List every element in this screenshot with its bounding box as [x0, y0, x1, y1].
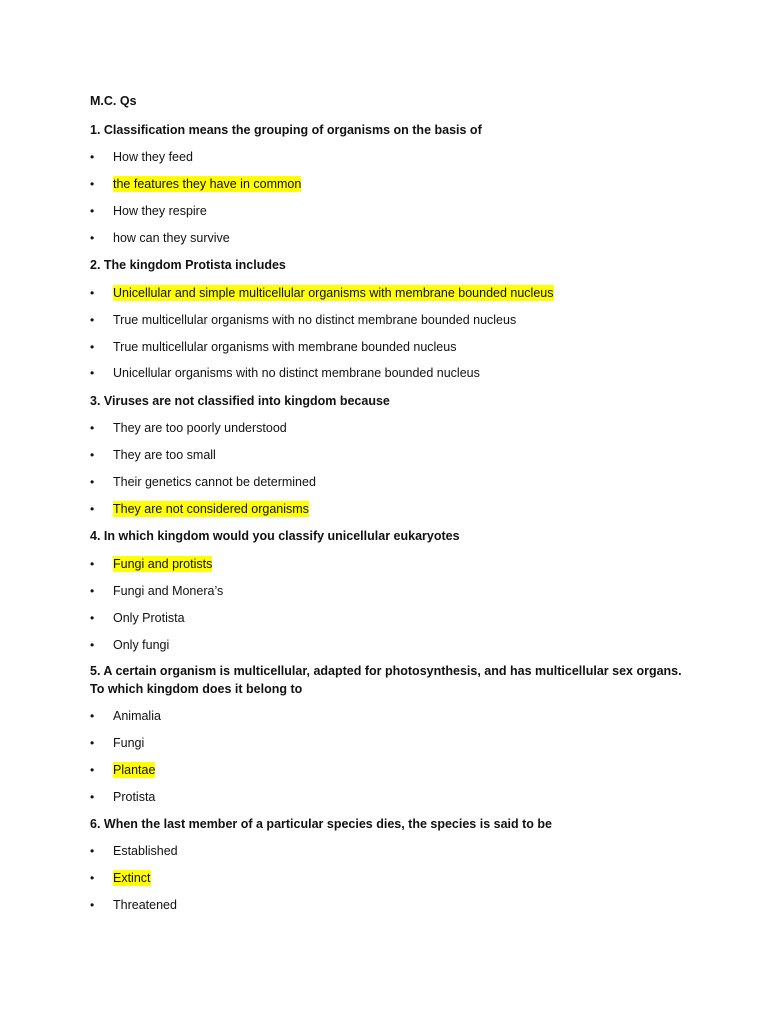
question-1: 1. Classification means the grouping of organisms on the basis of [90, 123, 482, 137]
option-text: Only fungi [113, 638, 170, 652]
option-text: Established [113, 844, 178, 858]
option-3b [90, 446, 216, 464]
option-text: How they respire [113, 204, 207, 218]
bullet-icon: • [90, 231, 95, 245]
option-text-highlighted: Extinct [113, 871, 151, 885]
option-4c [90, 609, 185, 627]
bullet-icon: • [90, 638, 95, 652]
option-text: Fungi and Monera’s [113, 584, 224, 598]
option-6a [90, 842, 178, 860]
option-5c [90, 761, 155, 779]
option-text-highlighted: the features they have in common [113, 177, 302, 191]
option-text: They are too small [113, 448, 216, 462]
option-text-highlighted: Fungi and protists [113, 557, 213, 571]
option-2a [90, 284, 554, 302]
option-5a [90, 707, 161, 725]
option-text-highlighted: They are not considered organisms [113, 502, 309, 516]
bullet-icon: • [90, 871, 95, 885]
option-5b [90, 734, 144, 752]
option-1c [90, 202, 207, 220]
question-5: 5. A certain organism is multicellular, adapted for photosynthesis, and has multicellular sex organs. To which kingdom does it belong to [90, 664, 682, 696]
option-3c [90, 473, 316, 491]
option-2b [90, 311, 516, 329]
bullet-icon: • [90, 340, 95, 354]
bullet-icon: • [90, 736, 95, 750]
bullet-icon: • [90, 790, 95, 804]
option-text: Their genetics cannot be determined [113, 475, 316, 489]
bullet-icon: • [90, 475, 95, 489]
bullet-icon: • [90, 502, 95, 516]
option-text: Protista [113, 790, 156, 804]
option-2d [90, 364, 480, 382]
bullet-icon: • [90, 557, 95, 571]
question-2: 2. The kingdom Protista includes [90, 258, 286, 272]
question-4: 4. In which kingdom would you classify unicellular eukaryotes [90, 529, 460, 543]
option-text: True multicellular organisms with no distinct membrane bounded nucleus [113, 313, 517, 327]
bullet-icon: • [90, 611, 95, 625]
option-4b [90, 582, 223, 600]
bullet-icon: • [90, 177, 95, 191]
bullet-icon: • [90, 313, 95, 327]
option-text: Animalia [113, 709, 161, 723]
option-text: True multicellular organisms with membrane bounded nucleus [113, 340, 457, 354]
option-text: Unicellular organisms with no distinct membrane bounded nucleus [113, 366, 480, 380]
option-3a [90, 419, 287, 437]
option-text: how can they survive [113, 231, 230, 245]
option-text-highlighted: Unicellular and simple multicellular organisms with membrane bounded nucleus [113, 286, 554, 300]
option-text: Fungi [113, 736, 145, 750]
question-6: 6. When the last member of a particular species dies, the species is said to be [90, 817, 552, 831]
bullet-icon: • [90, 709, 95, 723]
option-1d [90, 229, 230, 247]
option-text: Only Protista [113, 611, 185, 625]
bullet-icon: • [90, 204, 95, 218]
bullet-icon: • [90, 898, 95, 912]
option-text: Threatened [113, 898, 177, 912]
option-2c [90, 338, 456, 356]
bullet-icon: • [90, 844, 95, 858]
option-1a [90, 148, 193, 166]
bullet-icon: • [90, 286, 95, 300]
question-3: 3. Viruses are not classified into kingdom because [90, 394, 390, 408]
bullet-icon: • [90, 421, 95, 435]
option-5d [90, 788, 155, 806]
bullet-icon: • [90, 150, 95, 164]
option-6b [90, 869, 151, 887]
bullet-icon: • [90, 763, 95, 777]
option-3d [90, 500, 309, 518]
option-1b [90, 175, 301, 193]
option-6c [90, 896, 177, 914]
option-4a [90, 555, 212, 573]
option-text: They are too poorly understood [113, 421, 287, 435]
bullet-icon: • [90, 584, 95, 598]
option-text: How they feed [113, 150, 193, 164]
bullet-icon: • [90, 366, 95, 380]
bullet-icon: • [90, 448, 95, 462]
document-heading: M.C. Qs [90, 94, 137, 108]
option-4d [90, 636, 169, 654]
option-text-highlighted: Plantae [113, 763, 156, 777]
